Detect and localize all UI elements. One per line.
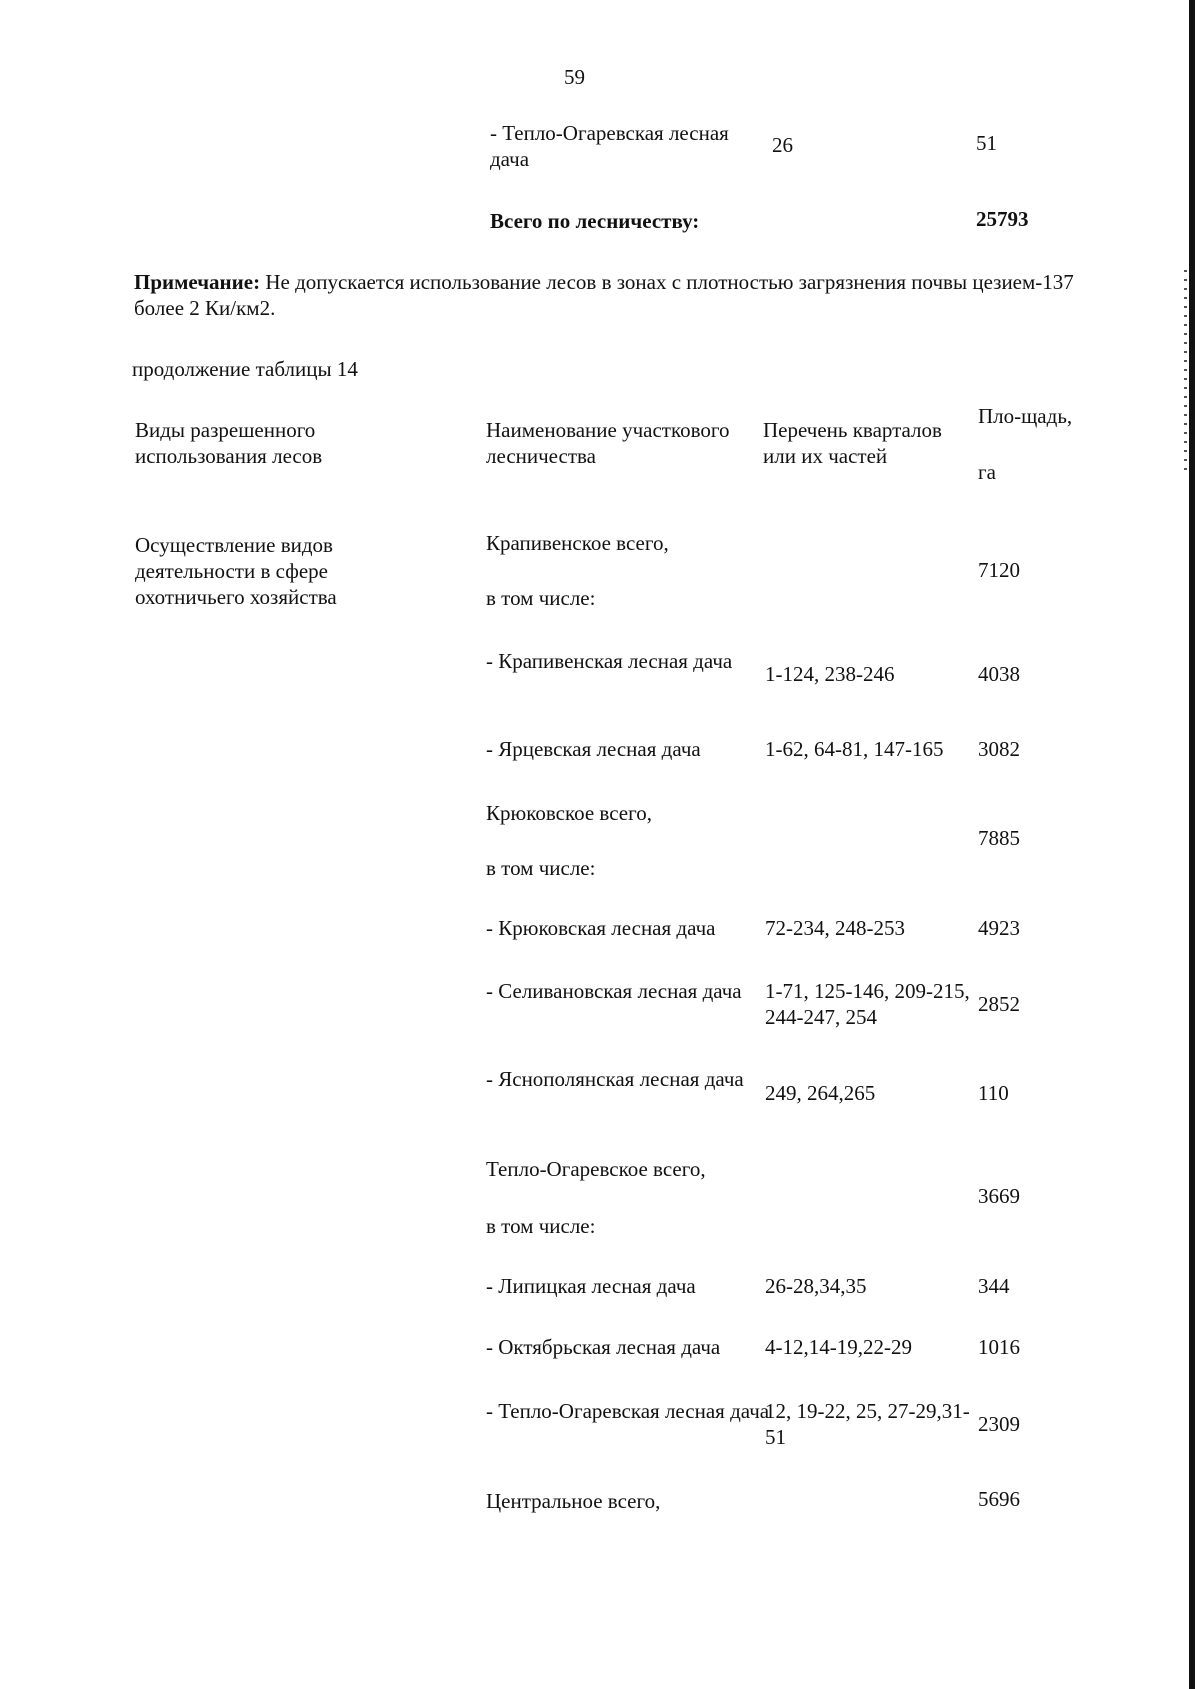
row-name: - Октябрьская лесная дача bbox=[486, 1335, 721, 1359]
total-value: 25793 bbox=[976, 207, 1029, 231]
row-quarters: 26-28,34,35 bbox=[765, 1274, 867, 1298]
row-name: - Крапивенская лесная дача bbox=[486, 649, 733, 673]
row-name: Тепло-Огаревское всего, bbox=[486, 1157, 706, 1181]
row-area: 2852 bbox=[978, 992, 1020, 1016]
row-quarters: 4-12,14-19,22-29 bbox=[765, 1335, 912, 1359]
scan-edge-line bbox=[1189, 0, 1195, 1689]
row-name: - Тепло-Огаревская лесная дача bbox=[486, 1399, 770, 1423]
row-name: - Яснополянская лесная дача bbox=[486, 1067, 744, 1091]
row-sub: в том числе: bbox=[486, 586, 596, 610]
header-area-line2: га bbox=[978, 460, 996, 484]
row-area: 3669 bbox=[978, 1184, 1020, 1208]
row-area: 2309 bbox=[978, 1412, 1020, 1436]
note-text: Не допускается использование лесов в зонах с плотностью загрязнения почвы цезием-137 более 2 Ки/км2. bbox=[134, 270, 1074, 320]
row-name: Центральное всего, bbox=[486, 1489, 661, 1513]
row-area: 344 bbox=[978, 1274, 1010, 1298]
prev-row-quarters: 26 bbox=[772, 133, 793, 157]
row-quarters: 72-234, 248-253 bbox=[765, 916, 905, 940]
use-type: Осуществление видов деятельности в сфере охотничьего хозяйства bbox=[135, 533, 337, 609]
scan-edge-specks bbox=[1184, 270, 1187, 470]
row-area: 7885 bbox=[978, 826, 1020, 850]
row-quarters: 12, 19-22, 25, 27-29,31-51 bbox=[765, 1399, 970, 1449]
row-area: 7120 bbox=[978, 558, 1020, 582]
row-quarters: 1-71, 125-146, 209-215, 244-247, 254 bbox=[765, 979, 970, 1029]
row-area: 5696 bbox=[978, 1487, 1020, 1511]
page-number: 59 bbox=[564, 65, 585, 89]
row-name: - Крюковская лесная дача bbox=[486, 916, 716, 940]
row-quarters: 1-124, 238-246 bbox=[765, 662, 895, 686]
prev-row-name: - Тепло-Огаревская лесная дача bbox=[490, 121, 729, 171]
row-sub: в том числе: bbox=[486, 856, 596, 880]
row-quarters: 249, 264,265 bbox=[765, 1081, 876, 1105]
total-label: Всего по лесничеству: bbox=[490, 209, 700, 233]
row-name: - Ярцевская лесная дача bbox=[486, 737, 701, 761]
header-use: Виды разрешенного использования лесов bbox=[135, 418, 323, 468]
note-label: Примечание: bbox=[134, 270, 261, 294]
row-sub: в том числе: bbox=[486, 1214, 596, 1238]
header-area-line1: Пло-щадь, bbox=[978, 404, 1073, 428]
row-quarters: 1-62, 64-81, 147-165 bbox=[765, 737, 944, 761]
row-area: 4038 bbox=[978, 662, 1020, 686]
header-quarters: Перечень кварталов или их частей bbox=[763, 418, 942, 468]
row-name: Крапивенское всего, bbox=[486, 531, 669, 555]
row-area: 110 bbox=[978, 1081, 1009, 1105]
prev-row-area: 51 bbox=[976, 131, 997, 155]
row-area: 3082 bbox=[978, 737, 1020, 761]
row-area: 1016 bbox=[978, 1335, 1020, 1359]
row-area: 4923 bbox=[978, 916, 1020, 940]
header-district: Наименование участкового лесничества bbox=[486, 418, 730, 468]
table-continuation: продолжение таблицы 14 bbox=[132, 357, 358, 381]
row-name: Крюковское всего, bbox=[486, 801, 652, 825]
row-name: - Селивановская лесная дача bbox=[486, 979, 742, 1003]
note bbox=[134, 269, 1094, 321]
row-name: - Липицкая лесная дача bbox=[486, 1274, 696, 1298]
